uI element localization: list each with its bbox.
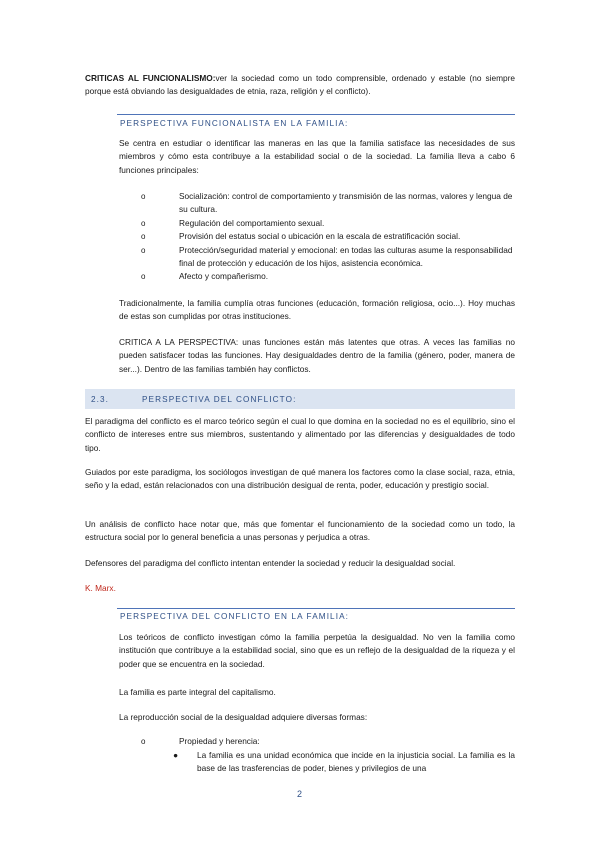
- circle-bullet-icon: o: [141, 272, 146, 282]
- conflict-family-paragraph-2: La familia es parte integral del capitalismo.: [119, 687, 276, 697]
- circle-bullet-icon: o: [141, 245, 146, 255]
- heading-rule: [117, 608, 515, 609]
- conflict-family-paragraph-1: Los teóricos de conflicto investigan cómo la familia perpetúa la desigualdad. No ven la familia como institución que contribuye a la estabilidad social, sino que es un reflejo de la desigualdad de la riqueza y el poder que se encuentra en la sociedad.: [119, 632, 515, 669]
- list-item: o Provisión del estatus social o ubicación en la escala de estratificación social.: [141, 230, 515, 243]
- list-item: ● La familia es una unidad económica que incide en la injusticia social. La familia es la base de las trasferencias de poder, bienes y privilegios de una: [173, 750, 515, 774]
- intro-paragraph: [85, 72, 515, 99]
- page-number: 2: [296, 789, 302, 799]
- conflict-paragraph-3: Un análisis de conflicto hace notar que, más que fomentar el funcionamiento de la sociedad como un todo, la estructura social por lo general beneficia a unas personas y perjudica a otras.: [85, 519, 515, 543]
- functions-list: [141, 190, 515, 284]
- author-name: K. Marx.: [85, 583, 116, 593]
- conflict-paragraph-1: El paradigma del conflicto es el marco teórico según el cual lo que domina en la sociedad no es el equilibrio, sino el conflicto de intereses entre sus miembros, sustentando y alimentado por las diferencias y desigualdades de todo tipo.: [85, 416, 515, 453]
- conflict-paragraph-2: Guiados por este paradigma, los sociólogos investigan de qué manera los factores como la clase social, raza, etnia, seño y la edad, están relacionados con una distribución desigual de renta, poder, educación y prestigio social.: [85, 467, 515, 491]
- conflict-paragraph-4: Defensores del paradigma del conflicto intentan entender la sociedad y reducir la desigualdad social.: [85, 558, 456, 568]
- list-item: o Regulación del comportamiento sexual.: [141, 217, 515, 230]
- heading-rule: [117, 114, 515, 115]
- circle-bullet-icon: o: [141, 737, 146, 746]
- conflict-family-heading: PERSPECTIVA DEL CONFLICTO EN LA FAMILIA:: [120, 612, 350, 621]
- func-family-heading: PERSPECTIVA FUNCIONALISTA EN LA FAMILIA:: [120, 119, 349, 128]
- list-item: o Afecto y compañerismo.: [141, 270, 515, 283]
- list-item: o Propiedad y herencia:: [141, 735, 515, 748]
- dot-bullet-icon: ●: [173, 750, 179, 760]
- conflict-family-paragraph-3: La reproducción social de la desigualdad adquiere diversas formas:: [119, 712, 368, 722]
- circle-bullet-icon: o: [141, 192, 146, 201]
- circle-bullet-icon: o: [141, 232, 146, 242]
- intro-label: CRITICAS AL FUNCIONALISMO:: [85, 73, 216, 83]
- reproduction-list: [141, 735, 515, 748]
- section-number: 2.3.: [91, 395, 110, 404]
- list-item: o Socialización: control de comportamiento y transmisión de las normas, valores y lengua de su cultura.: [141, 191, 513, 215]
- intro-text: ver la sociedad como un todo comprensible, ordenado y estable (no siempre porque está obviando las desigualdades de etnia, raza, religión y el conflicto).: [85, 73, 515, 97]
- list-item: o Protección/seguridad material y emocional: en todas las culturas asume la responsabilidad final de protección y educación de los hijos, asistencia económica.: [141, 244, 513, 269]
- tradition-paragraph: Tradicionalmente, la familia cumplía otras funciones (educación, formación religiosa, ocio...). Hoy muchas de estas son cumplidas por otras instituciones.: [119, 298, 515, 322]
- func-family-paragraph: Se centra en estudiar o identificar las maneras en las que la familia satisface las necesidades de sus miembros y cómo esta contribuye a la estabilidad social o de la sociedad. La familia lleva a cabo 6 funciones principales:: [119, 138, 515, 175]
- critique-paragraph: CRITICA A LA PERSPECTIVA: unas funciones están más latentes que otras. A veces las familias no pueden satisfacer todas las funciones. Hay desigualdades dentro de la familia (género, poder, manera de ser...). Dentro de las familias también hay conflictos.: [119, 337, 515, 374]
- reproduction-sublist: [173, 749, 515, 776]
- circle-bullet-icon: o: [141, 218, 146, 228]
- section-title: PERSPECTIVA DEL CONFLICTO:: [142, 395, 297, 404]
